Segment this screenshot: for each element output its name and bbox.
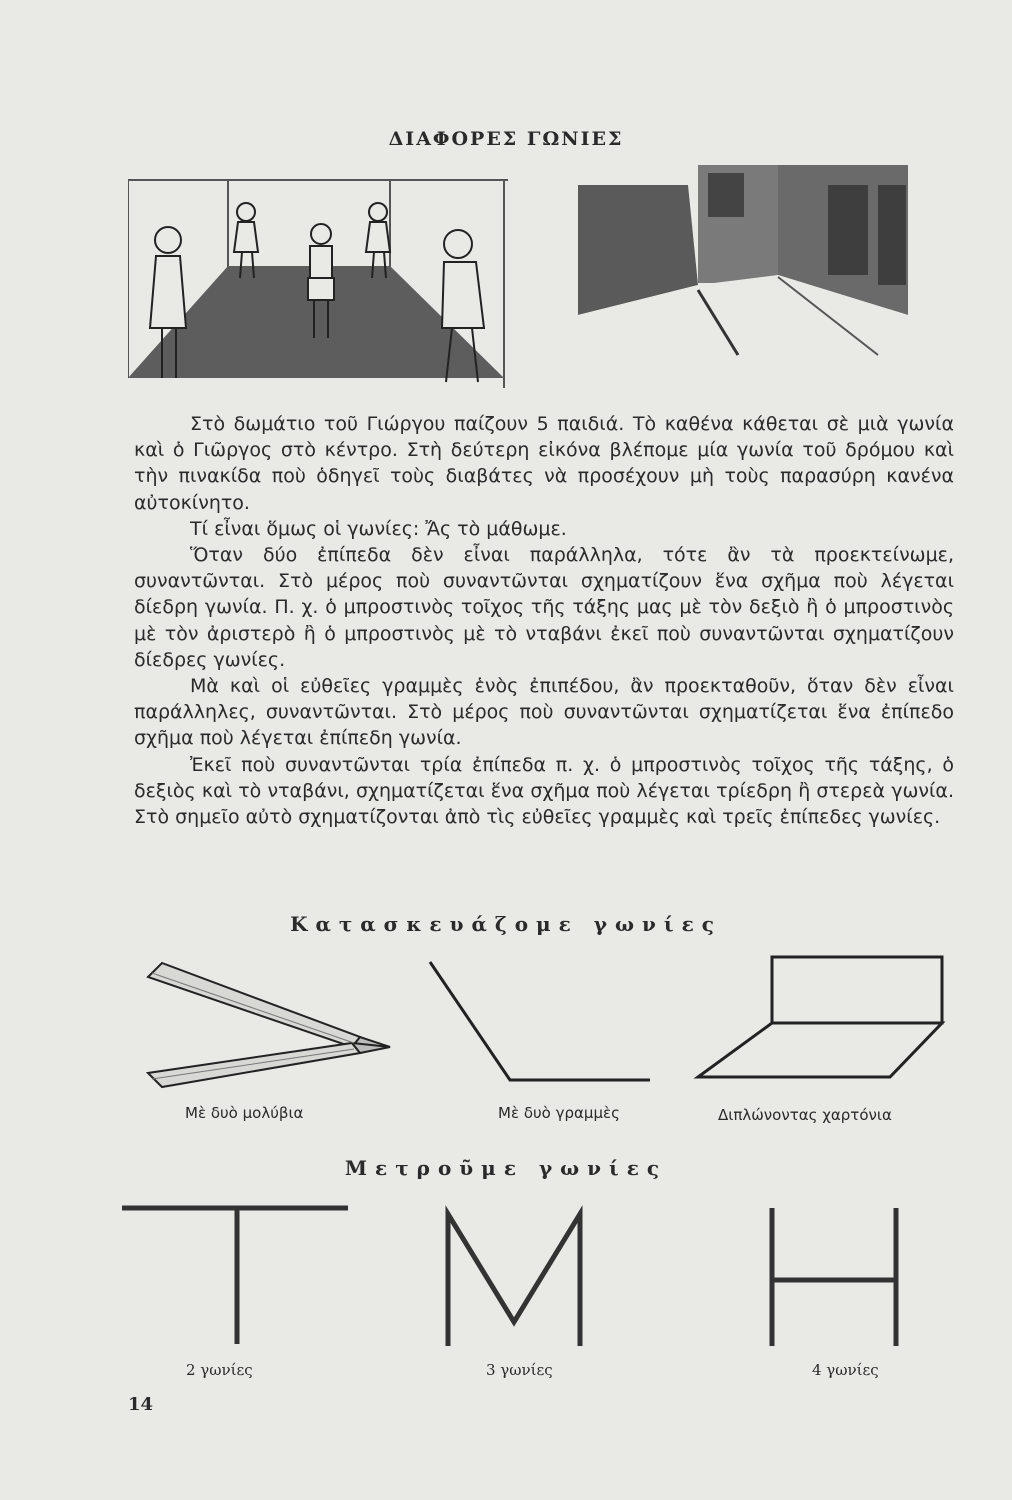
- page-title: ΔΙΑΦΟΡΕΣ ΓΩΝΙΕΣ: [388, 128, 624, 150]
- caption-two-pencils: Μὲ δυὸ μολύβια: [185, 1104, 304, 1122]
- room-children-illustration: [128, 178, 508, 388]
- two-pencils-illustration: [140, 955, 400, 1095]
- paragraph: Ἐκεῖ ποὺ συναντῶνται τρία ἐπίπεδα π. χ. ὁ μπροστινὸς τοῖχος τῆς τάξης, ὁ δεξιὸς καὶ τὸ νταβάνι, σχηματίζεται ἕνα σχῆμα ποὺ λέγεται τρίεδρη ἢ στερεὰ γωνία. Στὸ σημεῖο αὐτὸ σχηματίζονται ἀπὸ τὶς εὐθεῖες γραμμὲς καὶ τρεῖς ἐπίπεδες γωνίες.: [134, 753, 954, 829]
- two-lines-illustration: [420, 960, 660, 1090]
- letter-m-illustration: [440, 1200, 590, 1350]
- folded-card-illustration: [690, 955, 950, 1085]
- caption-folded-card: Διπλώνοντας χαρτόνια: [718, 1106, 892, 1124]
- body-text: [134, 411, 954, 830]
- street-corner-illustration: [578, 165, 908, 387]
- caption-m-angles: 3 γωνίες: [486, 1361, 553, 1379]
- construct-angles-heading: Κατασκευάζομε γωνίες: [290, 912, 722, 936]
- paragraph: Στὸ δωμάτιο τοῦ Γιώργου παίζουν 5 παιδιά. Τὸ καθένα κάθεται σὲ μιὰ γωνία καὶ ὁ Γιῶργος στὸ κέντρο. Στὴ δεύτερη εἰκόνα βλέπομε μία γωνία τοῦ δρόμου καὶ τὴν πινακίδα ποὺ ὁδηγεῖ τοὺς διαβάτες νὰ προσέχουν μὴ τοὺς παρασύρη κανένα αὐτοκίνητο.: [134, 413, 954, 514]
- paragraph: Ὅταν δύο ἐπίπεδα δὲν εἶναι παράλληλα, τότε ἂν τὰ προεκτείνωμε, συναντῶνται. Στὸ μέρος ποὺ συναντῶνται σχηματίζουν ἕνα σχῆμα ποὺ λέγεται δίεδρη γωνία. Π. χ. ὁ μπροστινὸς τοῖχος τῆς τάξης μας μὲ τὸν δεξιὸ ἢ ὁ μπροστινὸς μὲ τὸν ἀριστερὸ ἢ ὁ μπροστινὸς μὲ τὸ νταβάνι ἐκεῖ ποὺ συναντῶνται σχηματίζουν δίεδρες γωνίες.: [134, 544, 954, 671]
- paragraph: Μὰ καὶ οἱ εὐθεῖες γραμμὲς ἑνὸς ἐπιπέδου, ἂν προεκταθοῦν, ὅταν δὲν εἶναι παράλληλες, συναντῶνται. Στὸ μέρος ποὺ συναντῶνται σχηματίζεται ἕνα ἐπίπεδο σχῆμα ποὺ λέγεται ἐπίπεδη γωνία.: [134, 675, 954, 750]
- caption-two-lines: Μὲ δυὸ γραμμὲς: [498, 1104, 620, 1122]
- caption-t-angles: 2 γωνίες: [186, 1361, 253, 1379]
- caption-h-angles: 4 γωνίες: [812, 1361, 879, 1379]
- page-number: 14: [128, 1394, 154, 1415]
- paragraph: Τί εἶναι ὅμως οἱ γωνίες: Ἄς τὸ μάθωμε.: [190, 517, 567, 540]
- letter-h-illustration: [750, 1200, 920, 1350]
- letter-t-illustration: [120, 1196, 350, 1346]
- measure-angles-heading: Μετροῦμε γωνίες: [344, 1156, 668, 1180]
